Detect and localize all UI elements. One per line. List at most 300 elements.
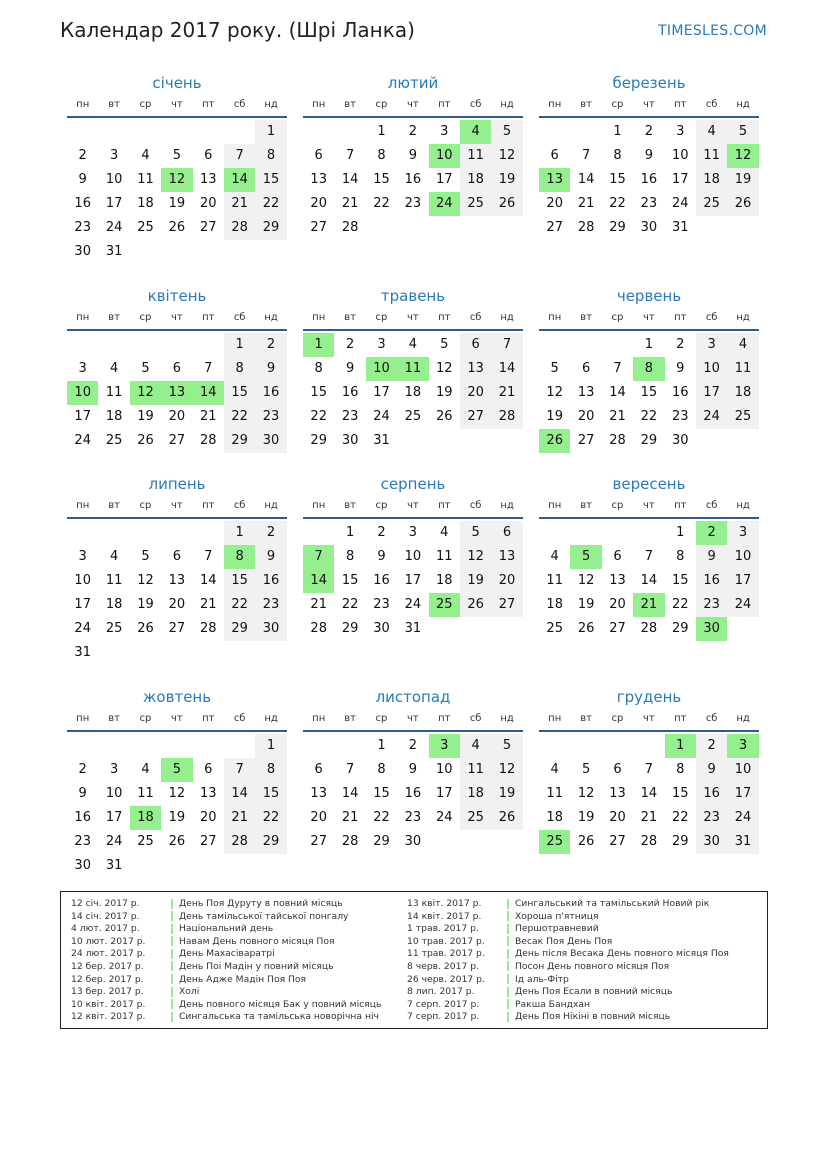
day-cell[interactable]: 18 xyxy=(460,782,491,806)
day-cell[interactable]: 26 xyxy=(460,593,491,617)
day-cell[interactable]: 9 xyxy=(408,762,417,777)
day-cell[interactable]: 17 xyxy=(74,409,91,424)
day-cell[interactable]: 8 xyxy=(377,148,386,163)
day-cell[interactable]: 9 xyxy=(377,549,386,564)
day-cell[interactable]: 15 xyxy=(671,786,689,801)
day-cell[interactable]: 29 xyxy=(373,834,390,849)
day-cell[interactable]: 6 xyxy=(172,361,181,376)
day-cell[interactable]: 20 xyxy=(546,196,563,211)
day-cell[interactable]: 13 xyxy=(199,172,217,187)
day-cell[interactable]: 18 xyxy=(105,597,123,612)
holiday-day-cell[interactable]: 18 xyxy=(130,806,161,830)
day-cell[interactable]: 14 xyxy=(640,573,658,588)
holiday-day-cell[interactable]: 10 xyxy=(67,381,98,405)
day-cell[interactable]: 4 xyxy=(550,549,559,564)
day-cell[interactable]: 27 xyxy=(491,593,522,617)
day-cell[interactable]: 21 xyxy=(310,597,327,612)
day-cell[interactable]: 6 xyxy=(172,549,181,564)
day-cell[interactable]: 29 xyxy=(640,433,658,448)
day-cell[interactable]: 11 xyxy=(546,786,563,801)
day-cell[interactable]: 12 xyxy=(577,786,595,801)
day-cell[interactable]: 20 xyxy=(577,409,595,424)
day-cell[interactable]: 2 xyxy=(676,337,685,352)
day-cell[interactable]: 22 xyxy=(255,806,286,830)
day-cell[interactable]: 6 xyxy=(550,148,559,163)
day-cell[interactable]: 4 xyxy=(141,762,150,777)
day-cell[interactable]: 6 xyxy=(314,762,323,777)
day-cell[interactable]: 22 xyxy=(255,192,286,216)
day-cell[interactable]: 5 xyxy=(550,361,559,376)
day-cell[interactable]: 1 xyxy=(644,337,653,352)
holiday-day-cell[interactable]: 12 xyxy=(130,381,161,405)
day-cell[interactable]: 18 xyxy=(137,196,154,211)
day-cell[interactable]: 25 xyxy=(460,806,491,830)
day-cell[interactable]: 30 xyxy=(74,858,91,873)
day-cell[interactable]: 1 xyxy=(224,333,255,357)
day-cell[interactable]: 2 xyxy=(408,124,417,139)
day-cell[interactable]: 26 xyxy=(435,409,453,424)
day-cell[interactable]: 1 xyxy=(255,120,286,144)
day-cell[interactable]: 6 xyxy=(204,148,213,163)
day-cell[interactable]: 20 xyxy=(310,810,327,825)
day-cell[interactable]: 8 xyxy=(224,357,255,381)
day-cell[interactable]: 26 xyxy=(491,192,522,216)
day-cell[interactable]: 25 xyxy=(727,405,758,429)
day-cell[interactable]: 31 xyxy=(105,244,123,259)
day-cell[interactable]: 23 xyxy=(255,405,286,429)
day-cell[interactable]: 7 xyxy=(224,758,255,782)
day-cell[interactable]: 21 xyxy=(491,381,522,405)
holiday-day-cell[interactable]: 7 xyxy=(303,545,334,569)
day-cell[interactable]: 11 xyxy=(727,357,758,381)
day-cell[interactable]: 24 xyxy=(404,597,422,612)
day-cell[interactable]: 15 xyxy=(373,786,390,801)
day-cell[interactable]: 27 xyxy=(310,220,327,235)
day-cell[interactable]: 23 xyxy=(696,593,727,617)
day-cell[interactable]: 29 xyxy=(255,830,286,854)
day-cell[interactable]: 3 xyxy=(408,525,417,540)
day-cell[interactable]: 8 xyxy=(676,762,685,777)
day-cell[interactable]: 7 xyxy=(204,549,213,564)
day-cell[interactable]: 16 xyxy=(373,573,390,588)
day-cell[interactable]: 8 xyxy=(345,549,355,564)
day-cell[interactable]: 30 xyxy=(373,621,390,636)
holiday-day-cell[interactable]: 25 xyxy=(539,830,570,854)
day-cell[interactable]: 24 xyxy=(727,806,758,830)
day-cell[interactable]: 16 xyxy=(696,569,727,593)
day-cell[interactable]: 4 xyxy=(109,361,119,376)
day-cell[interactable]: 23 xyxy=(74,220,91,235)
day-cell[interactable]: 5 xyxy=(460,521,491,545)
day-cell[interactable]: 31 xyxy=(373,433,390,448)
day-cell[interactable]: 12 xyxy=(460,545,491,569)
holiday-day-cell[interactable]: 30 xyxy=(696,617,727,641)
day-cell[interactable]: 13 xyxy=(460,357,491,381)
day-cell[interactable]: 9 xyxy=(676,361,685,376)
day-cell[interactable]: 11 xyxy=(137,172,154,187)
day-cell[interactable]: 12 xyxy=(577,573,595,588)
day-cell[interactable]: 6 xyxy=(581,361,591,376)
day-cell[interactable]: 24 xyxy=(727,593,758,617)
day-cell[interactable]: 25 xyxy=(696,192,727,216)
day-cell[interactable]: 19 xyxy=(460,569,491,593)
holiday-day-cell[interactable]: 4 xyxy=(460,120,491,144)
day-cell[interactable]: 7 xyxy=(644,549,653,564)
day-cell[interactable]: 15 xyxy=(310,385,327,400)
day-cell[interactable]: 21 xyxy=(224,806,255,830)
day-cell[interactable]: 17 xyxy=(435,172,453,187)
day-cell[interactable]: 18 xyxy=(435,573,453,588)
day-cell[interactable]: 4 xyxy=(408,337,417,352)
day-cell[interactable]: 22 xyxy=(310,409,327,424)
day-cell[interactable]: 13 xyxy=(168,573,186,588)
day-cell[interactable]: 8 xyxy=(613,148,622,163)
day-cell[interactable]: 11 xyxy=(460,758,491,782)
day-cell[interactable]: 22 xyxy=(640,409,658,424)
day-cell[interactable]: 12 xyxy=(137,573,154,588)
day-cell[interactable]: 12 xyxy=(491,758,522,782)
holiday-day-cell[interactable]: 10 xyxy=(366,357,397,381)
day-cell[interactable]: 5 xyxy=(172,148,181,163)
day-cell[interactable]: 11 xyxy=(546,573,563,588)
day-cell[interactable]: 24 xyxy=(105,220,123,235)
day-cell[interactable]: 2 xyxy=(255,333,286,357)
day-cell[interactable]: 30 xyxy=(640,220,658,235)
day-cell[interactable]: 26 xyxy=(577,834,595,849)
day-cell[interactable]: 8 xyxy=(676,549,685,564)
day-cell[interactable]: 17 xyxy=(404,573,422,588)
day-cell[interactable]: 17 xyxy=(727,782,758,806)
day-cell[interactable]: 6 xyxy=(491,521,522,545)
day-cell[interactable]: 28 xyxy=(224,830,255,854)
day-cell[interactable]: 16 xyxy=(404,172,422,187)
day-cell[interactable]: 4 xyxy=(440,525,449,540)
day-cell[interactable]: 17 xyxy=(74,597,91,612)
day-cell[interactable]: 20 xyxy=(491,569,522,593)
day-cell[interactable]: 29 xyxy=(671,621,689,636)
day-cell[interactable]: 25 xyxy=(460,192,491,216)
day-cell[interactable]: 20 xyxy=(460,381,491,405)
day-cell[interactable]: 29 xyxy=(609,220,626,235)
day-cell[interactable]: 7 xyxy=(204,361,213,376)
day-cell[interactable]: 19 xyxy=(727,168,758,192)
day-cell[interactable]: 29 xyxy=(671,834,689,849)
day-cell[interactable]: 23 xyxy=(341,409,359,424)
day-cell[interactable]: 2 xyxy=(78,148,87,163)
day-cell[interactable]: 23 xyxy=(671,409,689,424)
day-cell[interactable]: 31 xyxy=(727,830,758,854)
day-cell[interactable]: 31 xyxy=(671,220,689,235)
day-cell[interactable]: 26 xyxy=(137,621,154,636)
day-cell[interactable]: 5 xyxy=(141,361,150,376)
day-cell[interactable]: 14 xyxy=(491,357,522,381)
day-cell[interactable]: 15 xyxy=(373,172,390,187)
day-cell[interactable]: 9 xyxy=(78,786,87,801)
day-cell[interactable]: 15 xyxy=(671,573,689,588)
day-cell[interactable]: 4 xyxy=(109,549,119,564)
day-cell[interactable]: 27 xyxy=(310,834,327,849)
day-cell[interactable]: 22 xyxy=(373,810,390,825)
day-cell[interactable]: 14 xyxy=(224,782,255,806)
day-cell[interactable]: 6 xyxy=(204,762,213,777)
holiday-day-cell[interactable]: 12 xyxy=(727,144,758,168)
day-cell[interactable]: 11 xyxy=(105,385,123,400)
day-cell[interactable]: 27 xyxy=(460,405,491,429)
day-cell[interactable]: 10 xyxy=(727,545,758,569)
holiday-day-cell[interactable]: 13 xyxy=(161,381,192,405)
day-cell[interactable]: 7 xyxy=(224,144,255,168)
day-cell[interactable]: 20 xyxy=(310,196,327,211)
day-cell[interactable]: 7 xyxy=(613,361,622,376)
holiday-day-cell[interactable]: 14 xyxy=(193,381,224,405)
day-cell[interactable]: 6 xyxy=(613,549,622,564)
day-cell[interactable]: 2 xyxy=(644,124,653,139)
day-cell[interactable]: 30 xyxy=(74,244,91,259)
day-cell[interactable]: 15 xyxy=(341,573,359,588)
holiday-day-cell[interactable]: 3 xyxy=(429,734,460,758)
day-cell[interactable]: 15 xyxy=(255,782,286,806)
day-cell[interactable]: 16 xyxy=(255,381,286,405)
day-cell[interactable]: 8 xyxy=(314,361,323,376)
holiday-day-cell[interactable]: 1 xyxy=(665,734,696,758)
day-cell[interactable]: 22 xyxy=(671,597,689,612)
holiday-day-cell[interactable]: 26 xyxy=(539,429,570,453)
day-cell[interactable]: 20 xyxy=(199,810,217,825)
day-cell[interactable]: 23 xyxy=(255,593,286,617)
day-cell[interactable]: 3 xyxy=(676,124,685,139)
day-cell[interactable]: 22 xyxy=(671,810,689,825)
day-cell[interactable]: 24 xyxy=(696,405,727,429)
day-cell[interactable]: 10 xyxy=(105,172,123,187)
day-cell[interactable]: 24 xyxy=(373,409,390,424)
day-cell[interactable]: 4 xyxy=(141,148,150,163)
day-cell[interactable]: 13 xyxy=(491,545,522,569)
day-cell[interactable]: 22 xyxy=(373,196,390,211)
day-cell[interactable]: 15 xyxy=(224,381,255,405)
day-cell[interactable]: 7 xyxy=(581,148,591,163)
day-cell[interactable]: 16 xyxy=(74,196,91,211)
day-cell[interactable]: 28 xyxy=(224,216,255,240)
day-cell[interactable]: 28 xyxy=(310,621,327,636)
day-cell[interactable]: 3 xyxy=(440,124,449,139)
day-cell[interactable]: 23 xyxy=(373,597,390,612)
day-cell[interactable]: 24 xyxy=(435,810,453,825)
holiday-day-cell[interactable]: 5 xyxy=(570,545,601,569)
holiday-day-cell[interactable]: 24 xyxy=(429,192,460,216)
day-cell[interactable]: 7 xyxy=(345,762,355,777)
holiday-day-cell[interactable]: 8 xyxy=(224,545,255,569)
day-cell[interactable]: 28 xyxy=(640,834,658,849)
day-cell[interactable]: 16 xyxy=(404,786,422,801)
day-cell[interactable]: 9 xyxy=(255,357,286,381)
day-cell[interactable]: 29 xyxy=(310,433,327,448)
day-cell[interactable]: 25 xyxy=(105,621,123,636)
day-cell[interactable]: 25 xyxy=(404,409,422,424)
day-cell[interactable]: 27 xyxy=(199,834,217,849)
day-cell[interactable]: 30 xyxy=(404,834,422,849)
day-cell[interactable]: 16 xyxy=(255,569,286,593)
day-cell[interactable]: 1 xyxy=(224,521,255,545)
day-cell[interactable]: 17 xyxy=(696,381,727,405)
day-cell[interactable]: 17 xyxy=(727,569,758,593)
day-cell[interactable]: 31 xyxy=(105,858,123,873)
day-cell[interactable]: 29 xyxy=(341,621,359,636)
day-cell[interactable]: 10 xyxy=(671,148,689,163)
holiday-day-cell[interactable]: 14 xyxy=(303,569,334,593)
day-cell[interactable]: 21 xyxy=(609,409,626,424)
day-cell[interactable]: 13 xyxy=(310,786,327,801)
holiday-day-cell[interactable]: 25 xyxy=(429,593,460,617)
day-cell[interactable]: 30 xyxy=(341,433,359,448)
day-cell[interactable]: 26 xyxy=(137,433,154,448)
day-cell[interactable]: 14 xyxy=(199,573,217,588)
day-cell[interactable]: 16 xyxy=(671,385,689,400)
day-cell[interactable]: 11 xyxy=(105,573,123,588)
day-cell[interactable]: 7 xyxy=(491,333,522,357)
holiday-day-cell[interactable]: 13 xyxy=(539,168,570,192)
holiday-day-cell[interactable]: 10 xyxy=(429,144,460,168)
holiday-day-cell[interactable]: 5 xyxy=(161,758,192,782)
day-cell[interactable]: 16 xyxy=(696,782,727,806)
day-cell[interactable]: 21 xyxy=(199,409,217,424)
day-cell[interactable]: 18 xyxy=(404,385,422,400)
day-cell[interactable]: 1 xyxy=(377,738,386,753)
day-cell[interactable]: 17 xyxy=(105,810,123,825)
day-cell[interactable]: 24 xyxy=(671,196,689,211)
day-cell[interactable]: 20 xyxy=(609,810,626,825)
day-cell[interactable]: 26 xyxy=(727,192,758,216)
day-cell[interactable]: 26 xyxy=(168,220,186,235)
day-cell[interactable]: 9 xyxy=(408,148,417,163)
day-cell[interactable]: 9 xyxy=(696,545,727,569)
day-cell[interactable]: 22 xyxy=(609,196,626,211)
day-cell[interactable]: 13 xyxy=(609,573,626,588)
day-cell[interactable]: 27 xyxy=(609,621,626,636)
day-cell[interactable]: 24 xyxy=(105,834,123,849)
day-cell[interactable]: 8 xyxy=(377,762,386,777)
day-cell[interactable]: 18 xyxy=(546,597,563,612)
brand-logo[interactable]: TIMESLES.COM xyxy=(658,23,767,39)
day-cell[interactable]: 27 xyxy=(199,220,217,235)
day-cell[interactable]: 3 xyxy=(109,762,119,777)
day-cell[interactable]: 19 xyxy=(435,385,453,400)
day-cell[interactable]: 22 xyxy=(341,597,359,612)
day-cell[interactable]: 4 xyxy=(550,762,559,777)
day-cell[interactable]: 5 xyxy=(491,120,522,144)
day-cell[interactable]: 19 xyxy=(168,810,186,825)
day-cell[interactable]: 9 xyxy=(255,545,286,569)
day-cell[interactable]: 13 xyxy=(310,172,327,187)
day-cell[interactable]: 6 xyxy=(314,148,323,163)
day-cell[interactable]: 23 xyxy=(404,810,422,825)
day-cell[interactable]: 25 xyxy=(137,220,154,235)
day-cell[interactable]: 7 xyxy=(644,762,653,777)
day-cell[interactable]: 6 xyxy=(460,333,491,357)
day-cell[interactable]: 13 xyxy=(199,786,217,801)
day-cell[interactable]: 11 xyxy=(137,786,154,801)
day-cell[interactable]: 5 xyxy=(581,762,591,777)
day-cell[interactable]: 18 xyxy=(460,168,491,192)
day-cell[interactable]: 31 xyxy=(74,645,91,660)
day-cell[interactable]: 11 xyxy=(696,144,727,168)
day-cell[interactable]: 30 xyxy=(696,830,727,854)
holiday-day-cell[interactable]: 14 xyxy=(224,168,255,192)
day-cell[interactable]: 2 xyxy=(255,521,286,545)
day-cell[interactable]: 27 xyxy=(168,433,186,448)
day-cell[interactable]: 19 xyxy=(137,597,154,612)
day-cell[interactable]: 22 xyxy=(224,593,255,617)
day-cell[interactable]: 23 xyxy=(640,196,658,211)
day-cell[interactable]: 28 xyxy=(199,433,217,448)
day-cell[interactable]: 15 xyxy=(640,385,658,400)
day-cell[interactable]: 18 xyxy=(696,168,727,192)
day-cell[interactable]: 28 xyxy=(491,405,522,429)
day-cell[interactable]: 1 xyxy=(613,124,622,139)
day-cell[interactable]: 3 xyxy=(78,549,87,564)
day-cell[interactable]: 26 xyxy=(577,621,595,636)
day-cell[interactable]: 9 xyxy=(78,172,87,187)
day-cell[interactable]: 5 xyxy=(727,120,758,144)
day-cell[interactable]: 25 xyxy=(105,433,123,448)
day-cell[interactable]: 2 xyxy=(408,738,417,753)
day-cell[interactable]: 28 xyxy=(341,834,359,849)
day-cell[interactable]: 14 xyxy=(640,786,658,801)
day-cell[interactable]: 21 xyxy=(577,196,595,211)
day-cell[interactable]: 17 xyxy=(671,172,689,187)
day-cell[interactable]: 3 xyxy=(377,337,386,352)
day-cell[interactable]: 30 xyxy=(671,433,689,448)
day-cell[interactable]: 1 xyxy=(255,734,286,758)
day-cell[interactable]: 10 xyxy=(105,786,123,801)
holiday-day-cell[interactable]: 3 xyxy=(727,734,758,758)
day-cell[interactable]: 27 xyxy=(609,834,626,849)
day-cell[interactable]: 2 xyxy=(78,762,87,777)
day-cell[interactable]: 11 xyxy=(460,144,491,168)
day-cell[interactable]: 28 xyxy=(341,220,359,235)
day-cell[interactable]: 12 xyxy=(435,361,453,376)
day-cell[interactable]: 23 xyxy=(404,196,422,211)
day-cell[interactable]: 15 xyxy=(609,172,626,187)
day-cell[interactable]: 3 xyxy=(727,521,758,545)
day-cell[interactable]: 12 xyxy=(491,144,522,168)
day-cell[interactable]: 19 xyxy=(546,409,563,424)
day-cell[interactable]: 19 xyxy=(137,409,154,424)
day-cell[interactable]: 10 xyxy=(404,549,422,564)
day-cell[interactable]: 16 xyxy=(341,385,359,400)
day-cell[interactable]: 10 xyxy=(74,573,91,588)
day-cell[interactable]: 2 xyxy=(345,337,355,352)
day-cell[interactable]: 20 xyxy=(609,597,626,612)
day-cell[interactable]: 8 xyxy=(255,758,286,782)
day-cell[interactable]: 14 xyxy=(341,172,359,187)
day-cell[interactable]: 28 xyxy=(199,621,217,636)
day-cell[interactable]: 17 xyxy=(435,786,453,801)
day-cell[interactable]: 26 xyxy=(491,806,522,830)
day-cell[interactable]: 11 xyxy=(435,549,453,564)
day-cell[interactable]: 19 xyxy=(577,597,595,612)
day-cell[interactable]: 18 xyxy=(105,409,123,424)
day-cell[interactable]: 28 xyxy=(609,433,626,448)
day-cell[interactable]: 20 xyxy=(168,409,186,424)
day-cell[interactable]: 31 xyxy=(404,621,422,636)
day-cell[interactable]: 10 xyxy=(727,758,758,782)
day-cell[interactable]: 19 xyxy=(577,810,595,825)
holiday-day-cell[interactable]: 12 xyxy=(161,168,192,192)
day-cell[interactable]: 16 xyxy=(74,810,91,825)
day-cell[interactable]: 5 xyxy=(141,549,150,564)
day-cell[interactable]: 3 xyxy=(78,361,87,376)
day-cell[interactable]: 1 xyxy=(377,124,386,139)
